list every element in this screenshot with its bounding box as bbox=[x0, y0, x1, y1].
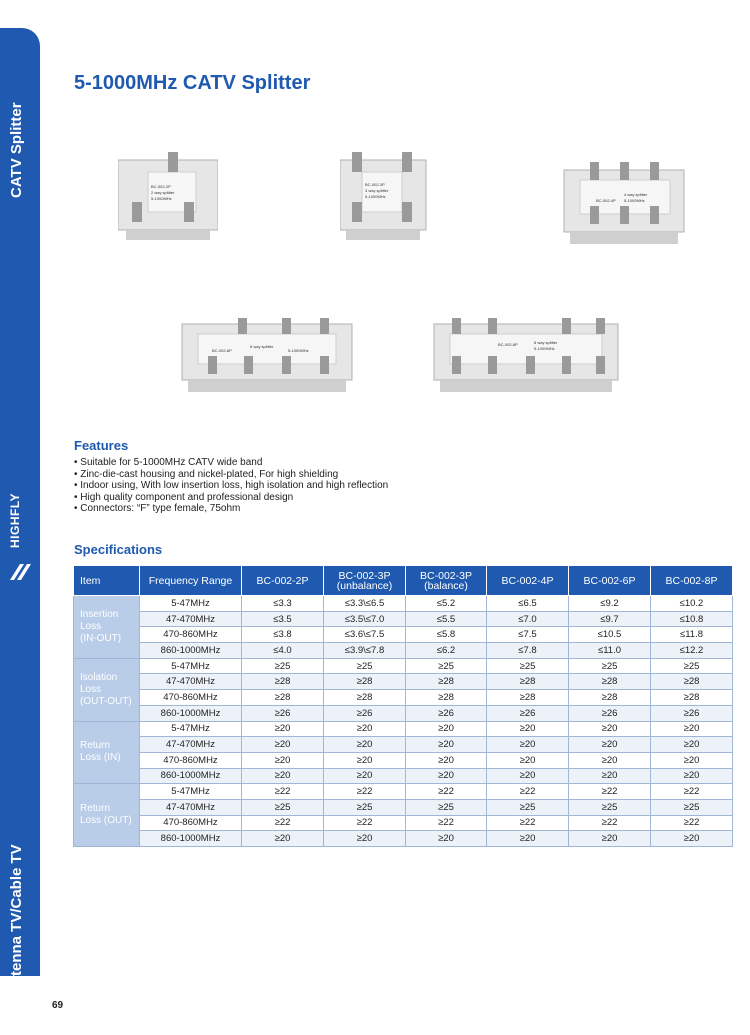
value-cell: ≥26 bbox=[406, 705, 487, 721]
value-cell: ≤7.8 bbox=[487, 643, 569, 659]
value-cell: ≥20 bbox=[242, 737, 324, 753]
value-cell: ≥26 bbox=[324, 705, 406, 721]
value-cell: ≥20 bbox=[324, 737, 406, 753]
sidebar-category-label: Antenna TV/Cable TV bbox=[8, 844, 25, 996]
value-cell: ≥22 bbox=[487, 784, 569, 800]
value-cell: ≥22 bbox=[242, 784, 324, 800]
value-cell: ≤6.2 bbox=[406, 643, 487, 659]
table-row bbox=[74, 752, 733, 768]
value-cell: ≥28 bbox=[324, 690, 406, 706]
value-cell: ≤11.0 bbox=[569, 643, 651, 659]
sidebar-section-label: CATV Splitter bbox=[8, 102, 25, 198]
header-bc-002-3p-balance: BC-002-3P (balance) bbox=[406, 566, 487, 596]
table-row bbox=[74, 737, 733, 753]
frequency-cell: 860-1000MHz bbox=[140, 643, 242, 659]
features-heading: Features bbox=[74, 438, 129, 453]
value-cell: ≤7.0 bbox=[487, 611, 569, 627]
value-cell: ≤10.5 bbox=[569, 627, 651, 643]
value-cell: ≥28 bbox=[569, 690, 651, 706]
value-cell: ≥20 bbox=[406, 737, 487, 753]
product-image-2p bbox=[118, 152, 218, 244]
page-number: 69 bbox=[52, 1000, 64, 1011]
value-cell: ≥20 bbox=[324, 768, 406, 784]
frequency-cell: 5-47MHz bbox=[140, 658, 242, 674]
value-cell: ≤3.6\≤7.5 bbox=[324, 627, 406, 643]
value-cell: ≥20 bbox=[569, 752, 651, 768]
frequency-cell: 5-47MHz bbox=[140, 596, 242, 612]
value-cell: ≥20 bbox=[242, 752, 324, 768]
value-cell: ≥20 bbox=[569, 737, 651, 753]
table-row bbox=[74, 611, 733, 627]
table-row bbox=[74, 831, 733, 847]
svg-text:BC-002-3P: BC-002-3P bbox=[365, 182, 385, 187]
value-cell: ≥20 bbox=[487, 721, 569, 737]
frequency-cell: 860-1000MHz bbox=[140, 705, 242, 721]
value-cell: ≥20 bbox=[487, 768, 569, 784]
value-cell: ≥25 bbox=[242, 799, 324, 815]
svg-text:3 way splitter: 3 way splitter bbox=[365, 188, 389, 193]
product-image-6p bbox=[178, 316, 356, 396]
table-row bbox=[74, 690, 733, 706]
product-image-8p bbox=[430, 316, 622, 396]
value-cell: ≥20 bbox=[651, 831, 733, 847]
feature-item: • Indoor using, With low insertion loss, high isolation and high reflection bbox=[74, 480, 388, 492]
frequency-cell: 860-1000MHz bbox=[140, 831, 242, 847]
table-row bbox=[74, 627, 733, 643]
value-cell: ≥20 bbox=[651, 752, 733, 768]
value-cell: ≥20 bbox=[242, 721, 324, 737]
specifications-heading: Specifications bbox=[74, 542, 163, 557]
value-cell: ≥25 bbox=[487, 799, 569, 815]
brand-logo-icon bbox=[8, 556, 34, 586]
value-cell: ≤12.2 bbox=[651, 643, 733, 659]
svg-text:5-1000MHz: 5-1000MHz bbox=[534, 346, 555, 351]
value-cell: ≥20 bbox=[569, 831, 651, 847]
value-cell: ≥20 bbox=[324, 752, 406, 768]
value-cell: ≥20 bbox=[406, 752, 487, 768]
value-cell: ≥28 bbox=[242, 690, 324, 706]
header-bc-002-4p: BC-002-4P bbox=[487, 566, 569, 596]
value-cell: ≥20 bbox=[242, 831, 324, 847]
value-cell: ≤3.3 bbox=[242, 596, 324, 612]
value-cell: ≥20 bbox=[569, 768, 651, 784]
svg-text:6 way splitter: 6 way splitter bbox=[250, 344, 274, 349]
svg-text:2 way splitter: 2 way splitter bbox=[151, 190, 175, 195]
value-cell: ≥28 bbox=[487, 674, 569, 690]
frequency-cell: 47-470MHz bbox=[140, 737, 242, 753]
header-bc-002-6p: BC-002-6P bbox=[569, 566, 651, 596]
group-label: Isolation Loss (OUT-OUT) bbox=[74, 658, 140, 721]
svg-text:4 way splitter: 4 way splitter bbox=[624, 192, 648, 197]
product-image-3p bbox=[340, 152, 430, 244]
value-cell: ≥25 bbox=[242, 658, 324, 674]
table-row bbox=[74, 784, 733, 800]
value-cell: ≥20 bbox=[651, 737, 733, 753]
frequency-cell: 470-860MHz bbox=[140, 752, 242, 768]
value-cell: ≥25 bbox=[406, 658, 487, 674]
value-cell: ≥26 bbox=[487, 705, 569, 721]
frequency-cell: 5-47MHz bbox=[140, 721, 242, 737]
frequency-cell: 5-47MHz bbox=[140, 784, 242, 800]
value-cell: ≤3.9\≤7.8 bbox=[324, 643, 406, 659]
value-cell: ≥25 bbox=[324, 799, 406, 815]
value-cell: ≥20 bbox=[406, 721, 487, 737]
value-cell: ≥28 bbox=[487, 690, 569, 706]
value-cell: ≥28 bbox=[406, 674, 487, 690]
value-cell: ≤9.2 bbox=[569, 596, 651, 612]
feature-item: • Zinc-die-cast housing and nickel-plated, For high shielding bbox=[74, 469, 388, 481]
value-cell: ≥25 bbox=[569, 799, 651, 815]
value-cell: ≥22 bbox=[242, 815, 324, 831]
product-image-4p bbox=[560, 162, 688, 248]
value-cell: ≥26 bbox=[569, 705, 651, 721]
brand-name: HIGHFLY bbox=[8, 492, 22, 548]
value-cell: ≥28 bbox=[324, 674, 406, 690]
table-row bbox=[74, 705, 733, 721]
value-cell: ≤9.7 bbox=[569, 611, 651, 627]
header-bc-002-8p: BC-002-8P bbox=[651, 566, 733, 596]
value-cell: ≥25 bbox=[406, 799, 487, 815]
svg-text:5-1000MHz: 5-1000MHz bbox=[151, 196, 172, 201]
value-cell: ≥28 bbox=[651, 674, 733, 690]
frequency-cell: 47-470MHz bbox=[140, 799, 242, 815]
svg-text:5-1000MHz: 5-1000MHz bbox=[365, 194, 386, 199]
value-cell: ≥22 bbox=[651, 815, 733, 831]
frequency-cell: 860-1000MHz bbox=[140, 768, 242, 784]
value-cell: ≥25 bbox=[324, 658, 406, 674]
value-cell: ≤5.2 bbox=[406, 596, 487, 612]
value-cell: ≥28 bbox=[569, 674, 651, 690]
header-frequency-range: Frequency Range bbox=[140, 566, 242, 596]
svg-text:BC-002-6P: BC-002-6P bbox=[212, 348, 232, 353]
value-cell: ≥20 bbox=[406, 768, 487, 784]
frequency-cell: 47-470MHz bbox=[140, 611, 242, 627]
header-bc-002-2p: BC-002-2P bbox=[242, 566, 324, 596]
svg-text:8 way splitter: 8 way splitter bbox=[534, 340, 558, 345]
value-cell: ≥28 bbox=[651, 690, 733, 706]
value-cell: ≥25 bbox=[651, 799, 733, 815]
table-row bbox=[74, 596, 733, 612]
value-cell: ≤4.0 bbox=[242, 643, 324, 659]
value-cell: ≤11.8 bbox=[651, 627, 733, 643]
value-cell: ≥22 bbox=[651, 784, 733, 800]
value-cell: ≥20 bbox=[324, 721, 406, 737]
table-row bbox=[74, 643, 733, 659]
value-cell: ≤3.3\≤6.5 bbox=[324, 596, 406, 612]
value-cell: ≥26 bbox=[242, 705, 324, 721]
value-cell: ≥20 bbox=[487, 831, 569, 847]
table-header-row bbox=[74, 566, 733, 596]
group-label: Insertion Loss (IN-OUT) bbox=[74, 596, 140, 659]
value-cell: ≥20 bbox=[651, 721, 733, 737]
group-label: Return Loss (IN) bbox=[74, 721, 140, 784]
specifications-table bbox=[73, 565, 733, 847]
value-cell: ≤5.8 bbox=[406, 627, 487, 643]
value-cell: ≥20 bbox=[569, 721, 651, 737]
frequency-cell: 470-860MHz bbox=[140, 690, 242, 706]
value-cell: ≥20 bbox=[651, 768, 733, 784]
value-cell: ≥20 bbox=[487, 752, 569, 768]
feature-item: • High quality component and professional design bbox=[74, 492, 388, 504]
frequency-cell: 47-470MHz bbox=[140, 674, 242, 690]
svg-text:BC-002-4P: BC-002-4P bbox=[596, 198, 616, 203]
value-cell: ≥25 bbox=[569, 658, 651, 674]
value-cell: ≤10.2 bbox=[651, 596, 733, 612]
value-cell: ≤10.8 bbox=[651, 611, 733, 627]
value-cell: ≤7.5 bbox=[487, 627, 569, 643]
table-row bbox=[74, 658, 733, 674]
value-cell: ≥22 bbox=[324, 815, 406, 831]
product-model-text: BC-002-2P bbox=[151, 184, 171, 189]
value-cell: ≥20 bbox=[487, 737, 569, 753]
frequency-cell: 470-860MHz bbox=[140, 627, 242, 643]
table-row bbox=[74, 674, 733, 690]
table-row bbox=[74, 815, 733, 831]
value-cell: ≤3.5 bbox=[242, 611, 324, 627]
value-cell: ≥25 bbox=[487, 658, 569, 674]
value-cell: ≥22 bbox=[406, 784, 487, 800]
header-item: Item bbox=[74, 566, 140, 596]
value-cell: ≥28 bbox=[242, 674, 324, 690]
svg-text:BC-002-8P: BC-002-8P bbox=[498, 342, 518, 347]
value-cell: ≤6.5 bbox=[487, 596, 569, 612]
frequency-cell: 470-860MHz bbox=[140, 815, 242, 831]
feature-item: • Connectors: “F” type female, 75ohm bbox=[74, 503, 388, 515]
table-row bbox=[74, 799, 733, 815]
value-cell: ≤3.8 bbox=[242, 627, 324, 643]
value-cell: ≥20 bbox=[324, 831, 406, 847]
value-cell: ≤5.5 bbox=[406, 611, 487, 627]
header-bc-002-3p-unbalance: BC-002-3P (unbalance) bbox=[324, 566, 406, 596]
value-cell: ≥25 bbox=[651, 658, 733, 674]
svg-text:5-1000MHz: 5-1000MHz bbox=[624, 198, 645, 203]
sidebar bbox=[0, 28, 40, 996]
table-row bbox=[74, 721, 733, 737]
value-cell: ≥22 bbox=[487, 815, 569, 831]
feature-item: • Suitable for 5-1000MHz CATV wide band bbox=[74, 457, 388, 469]
features-list bbox=[74, 457, 388, 515]
value-cell: ≥26 bbox=[651, 705, 733, 721]
group-label: Return Loss (OUT) bbox=[74, 784, 140, 847]
table-row bbox=[74, 768, 733, 784]
value-cell: ≥22 bbox=[569, 815, 651, 831]
svg-text:5-1000MHz: 5-1000MHz bbox=[288, 348, 309, 353]
value-cell: ≥22 bbox=[569, 784, 651, 800]
value-cell: ≥20 bbox=[406, 831, 487, 847]
page-title: 5-1000MHz CATV Splitter bbox=[74, 72, 311, 94]
value-cell: ≥20 bbox=[242, 768, 324, 784]
value-cell: ≥28 bbox=[406, 690, 487, 706]
value-cell: ≥22 bbox=[406, 815, 487, 831]
value-cell: ≥22 bbox=[324, 784, 406, 800]
value-cell: ≤3.5\≤7.0 bbox=[324, 611, 406, 627]
